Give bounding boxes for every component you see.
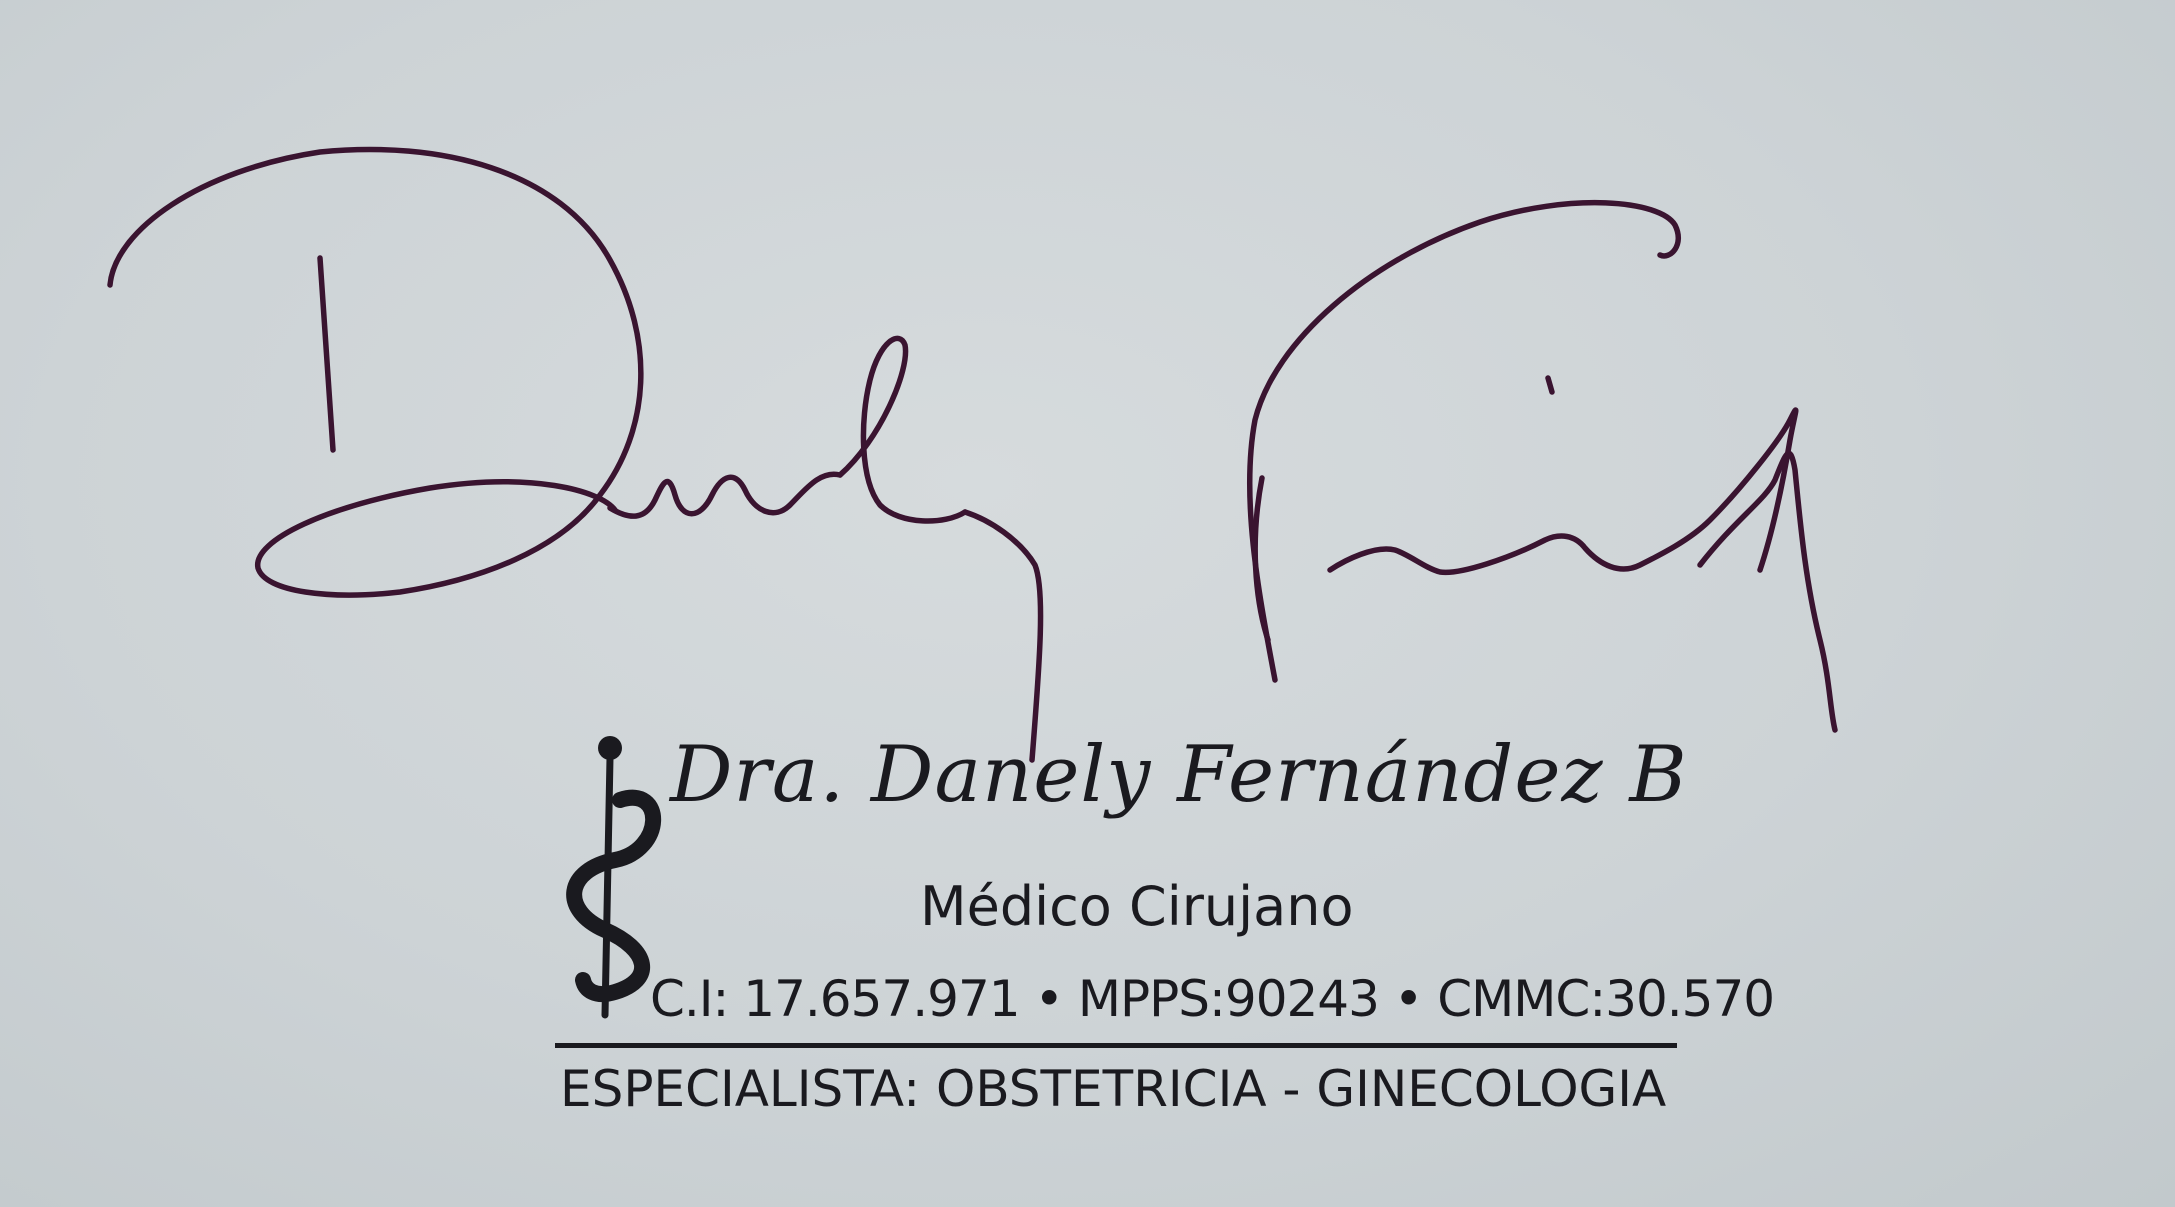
doctor-specialty: ESPECIALISTA: OBSTETRICIA - GINECOLOGIA [560,1060,1667,1118]
signature-stroke [610,474,840,516]
stamp-divider [555,1043,1677,1048]
signature-stroke [965,512,1041,760]
signature-stroke [110,149,641,595]
signature-stroke [320,258,333,450]
doctor-credentials: C.I: 17.657.971 • MPPS:90243 • CMMC:30.570 [650,970,1775,1028]
doctor-name: Dra. Danely Fernández B [670,730,1688,820]
signature-stroke [1330,410,1796,572]
signature-stroke [840,338,965,521]
signature-stroke [1700,453,1835,730]
doctor-stamp [555,730,1775,1140]
doctor-title: Médico Cirujano [920,875,1354,938]
signature-stroke [1250,203,1679,680]
signature-stroke [1548,378,1552,392]
